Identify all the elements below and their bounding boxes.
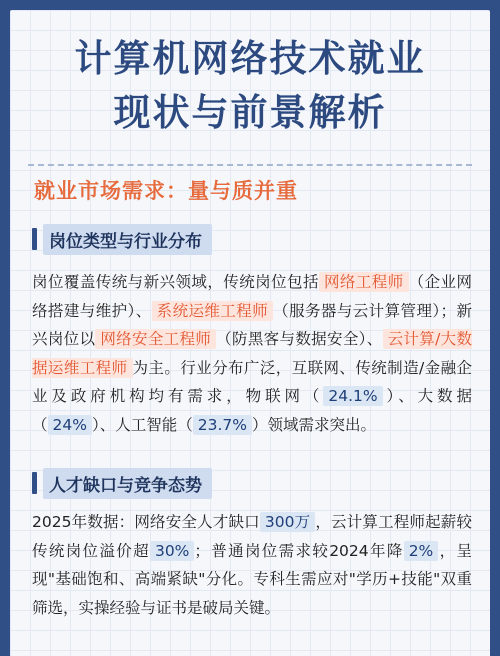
highlight-iot-percent: 24.1% <box>323 386 382 406</box>
highlight-demand-drop: 2% <box>404 541 439 561</box>
text-run: 为主。行业分布广泛，互联网、传统制造/金融企业及政府机构均有需求，物联网（ <box>32 358 472 405</box>
text-run: 2025年数据：网络安全人才缺口 <box>32 513 260 531</box>
title-line-1: 计算机网络技术就业 <box>74 37 426 80</box>
highlight-cloud-bigdata-engineer: 云计算/大数据运维工程师 <box>32 330 472 377</box>
page-title <box>10 32 490 140</box>
highlight-ai-percent: 23.7% <box>193 415 252 435</box>
text-run: （防黑客与数据安全）、 <box>216 330 383 348</box>
highlight-sysops-engineer: 系统运维工程师 <box>152 301 273 321</box>
highlight-security-engineer: 网络安全工程师 <box>95 329 216 349</box>
section-title: 就业市场需求：量与质并重 <box>34 179 298 203</box>
title-line-2: 现状与前景解析 <box>113 91 387 134</box>
text-run: （企业网络搭建与维护）、 <box>32 273 472 320</box>
highlight-network-engineer: 网络工程师 <box>319 272 409 292</box>
text-run: ，呈现"基础饱和、高端紧缺"分化。专科生需应对"学历+技能"双重筛选，实操经验与证书是破局关键。 <box>32 541 472 617</box>
highlight-bigdata-percent: 24% <box>48 415 92 435</box>
text-run: ）、人工智能（ <box>91 415 193 434</box>
content-card <box>10 10 490 656</box>
text-run: ）领域需求突出。 <box>251 415 376 434</box>
highlight-cloud-premium: 30% <box>150 541 194 561</box>
subheading-label: 人才缺口与竞争态势 <box>43 468 212 499</box>
dashed-divider <box>28 164 472 166</box>
text-run: ）、大数据（ <box>32 387 472 434</box>
subheading-bar <box>32 472 37 494</box>
subheading-job-types <box>32 224 242 254</box>
paragraph-job-types <box>32 268 472 439</box>
subheading-label: 岗位类型与行业分布 <box>43 224 212 255</box>
subheading-talent-gap <box>32 468 242 498</box>
paragraph-talent-gap <box>32 508 472 622</box>
text-run: （服务器与云计算管理）；新兴岗位以 <box>32 301 472 348</box>
text-run: 岗位覆盖传统与新兴领域，传统岗位包括 <box>32 273 319 291</box>
subheading-bar <box>32 228 37 250</box>
text-run: ，云计算工程师起薪较传统岗位溢价超 <box>32 513 472 560</box>
highlight-security-gap: 300万 <box>260 512 315 532</box>
text-run: ；普通岗位需求较2024年降 <box>194 541 404 560</box>
